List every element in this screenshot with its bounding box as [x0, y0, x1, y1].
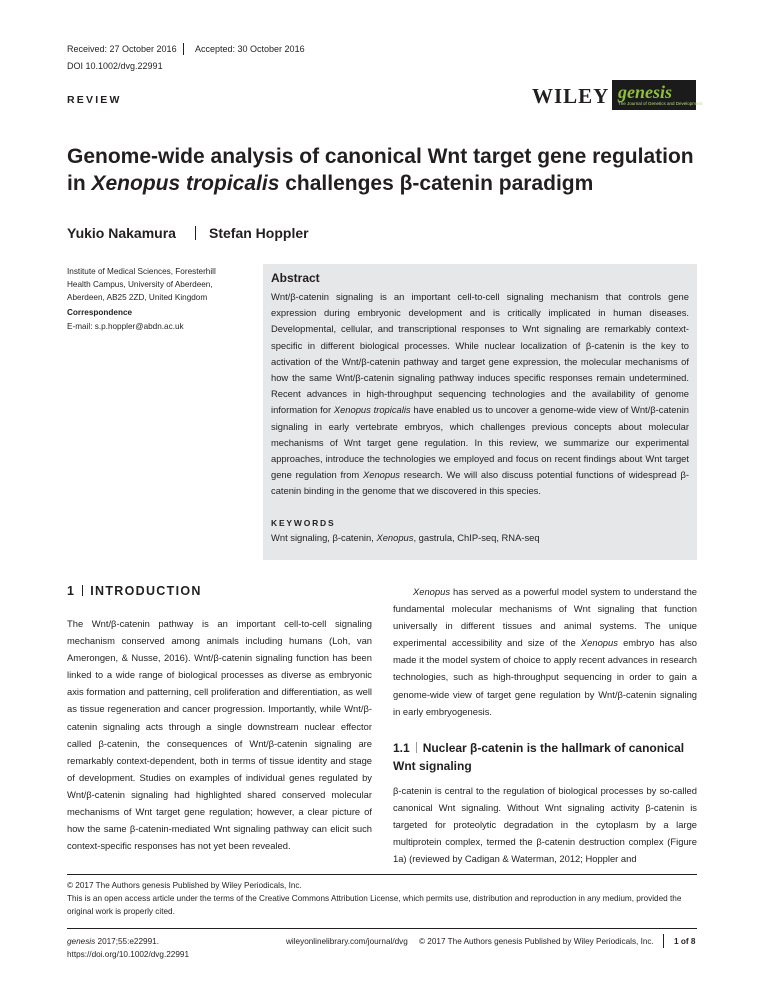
footer-divider: [663, 934, 664, 948]
footnote-rule: [67, 874, 697, 875]
section-heading-introduction: 1 INTRODUCTION: [67, 584, 202, 598]
doi[interactable]: DOI 10.1002/dvg.22991: [67, 61, 163, 71]
page-number: 1 of 8: [674, 937, 696, 946]
footer-citation: genesis 2017;55:e22991.: [67, 937, 159, 946]
correspondence-heading: Correspondence: [67, 308, 133, 317]
header-divider: [183, 43, 184, 55]
footnote-license: This is an open access article under the terms of the Creative Commons Attribution License, which permits use, distribution and reproduction in any medium, provided the original work is properly cited.: [67, 894, 682, 916]
correspondence-email[interactable]: E-mail: s.p.hoppler@abdn.ac.uk: [67, 322, 184, 331]
subsection-heading: 1.1 Nuclear β-catenin is the hallmark of canonical Wnt signaling: [393, 741, 685, 773]
footnote-copyright: © 2017 The Authors genesis Published by Wiley Periodicals, Inc.: [67, 881, 302, 890]
accepted-date: Accepted: 30 October 2016: [195, 44, 305, 54]
footer-doi-link[interactable]: https://doi.org/10.1002/dvg.22991: [67, 950, 189, 959]
author-2[interactable]: Stefan Hoppler: [209, 225, 309, 241]
keywords-heading: KEYWORDS: [271, 518, 336, 528]
received-date: Received: 27 October 2016: [67, 44, 177, 54]
journal-logo-word: genesis: [618, 82, 672, 102]
article-title: [67, 143, 707, 197]
subsection-paragraph: β-catenin is central to the regulation of biological processes by so-called canonical Wnt signaling. Without Wnt signaling activity β-catenin is targeted for proteolytic degradation in the cytoplasm by a large multiprotein complex, termed the β-catenin destruction complex (Figure 1a) (reviewed by Cadigan & Waterman, 2012; Hoppler and: [393, 785, 697, 865]
publisher-logo: WILEY: [532, 84, 610, 108]
title-line-1: Genome-wide analysis of canonical Wnt target gene regulation: [67, 145, 694, 168]
journal-logo-subtitle: The Journal of Genetics and Development: [618, 101, 703, 106]
abstract-box: [263, 264, 697, 560]
section-label: REVIEW: [67, 94, 122, 106]
keywords: Wnt signaling, β-catenin, Xenopus, gastrula, ChIP-seq, RNA-seq: [271, 532, 540, 543]
intro-paragraph-2: Xenopus has served as a powerful model system to understand the fundamental molecular mechanisms of Wnt signaling that function universally in different tissues and animal systems. The unique experimental accessibility and size of the Xenopus embryo has also made it the model system of choice to apply recent advances in research technologies, such as high-throughput sequencing in order to gain a genome-wide view of target gene regulation by Wnt/β-catenin signaling in early embryogenesis.: [393, 586, 697, 717]
footer-journal-link[interactable]: wileyonlinelibrary.com/journal/dvg: [286, 937, 408, 946]
title-line-2: in Xenopus tropicalis challenges β-catenin paradigm: [67, 172, 594, 195]
author-1[interactable]: Yukio Nakamura: [67, 225, 176, 241]
abstract-heading: Abstract: [271, 271, 320, 285]
footer-copyright: © 2017 The Authors genesis Published by Wiley Periodicals, Inc.: [419, 937, 654, 946]
affiliation: Institute of Medical Sciences, Foresterhill Health Campus, University of Aberdeen, Aberdeen, AB25 2ZD, United Kingdom: [67, 267, 216, 303]
abstract-text: Wnt/β-catenin signaling is an important cell-to-cell signaling mechanism that controls gene expression during embryonic development and is critically implicated in human diseases. Developmental, cellular, and transcriptional responses to Wnt signaling are remarkably context-specific in different biological processes. While nuclear localization of β-catenin is the key to activation of the Wnt/β-catenin pathway and target gene expression, the molecular mechanisms of how the same Wnt/β-catenin signaling pathway induces specific responses remain undetermined. Recent advances in high-throughput sequencing technologies and the availability of genome information for Xenopus tropicalis have enabled us to uncover a genome-wide view of Wnt/β-catenin signaling in early vertebrate embryos, which challenges previous concepts about molecular mechanisms of Wnt target gene regulation. In this review, we summarize our experimental approaches, introduce the technologies we employed and focus on recent findings about Wnt target gene regulation from Xenopus research. We will also discuss potential functions of widespread β-catenin binding in the genome that we discovered in this species.: [271, 291, 689, 497]
author-divider: [195, 226, 196, 240]
footer-rule: [67, 928, 697, 929]
journal-logo: [612, 80, 703, 110]
intro-paragraph-1: The Wnt/β-catenin pathway is an important cell-to-cell signaling mechanism conserved among animals including humans (Loh, van Amerongen, & Nusse, 2016). Wnt/β-catenin signaling function has been linked to a wide range of biological processes as diverse as embryonic axis formation and patterning, cell proliferation and differentiation, as well as tissue regeneration and cancer progression. Importantly, while Wnt/β-catenin signaling acts through a single downstream nuclear effector called β-catenin, the consequences of Wnt/β-catenin signaling are remarkably context-dependent, both in terms of tissue identity and stage of development. Studies on examples of individual genes regulated by Wnt/β-catenin signaling had highlighted shared conserved molecular mechanisms of Wnt target gene regulation; however, a clear picture of how the same β-catenin-mediated Wnt signaling pathway can elicit such context-specific responses has not yet been revealed.: [67, 618, 372, 852]
